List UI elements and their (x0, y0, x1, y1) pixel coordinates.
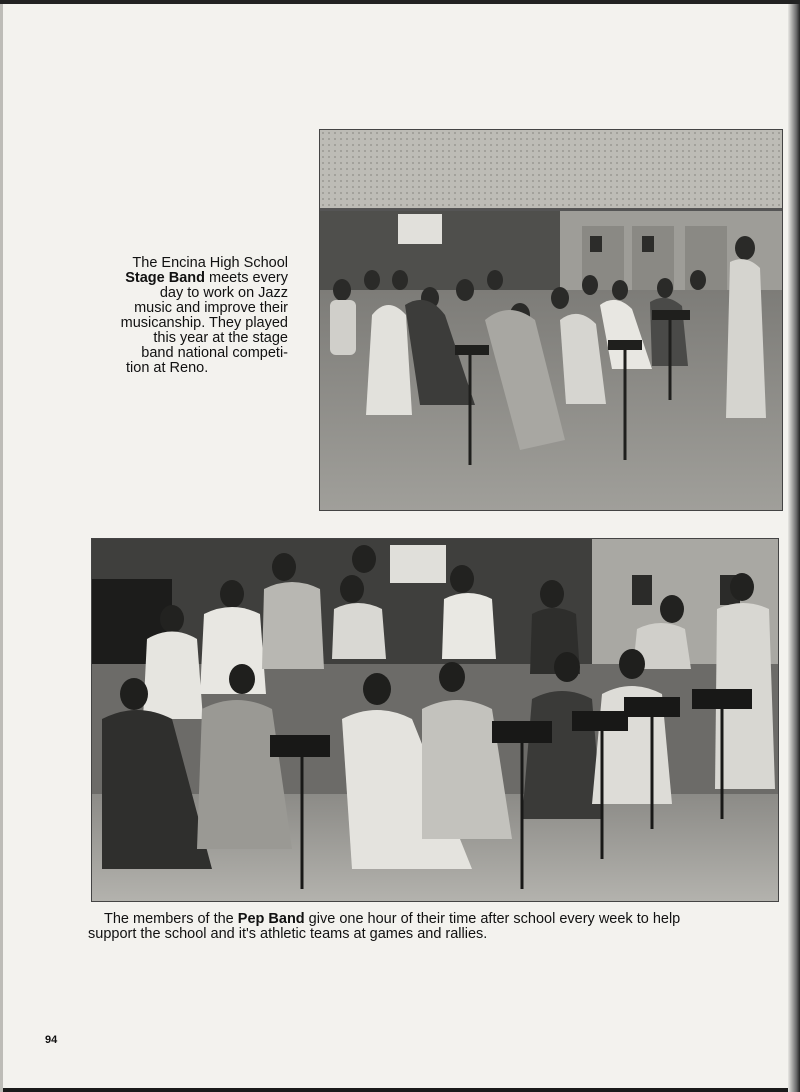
stage-band-caption (96, 256, 288, 376)
stage-band-photo-image (320, 130, 782, 510)
caption-line: band national competi- (141, 345, 288, 361)
caption-text: give one hour of their time after school every week to help (304, 911, 681, 927)
stage-band-label: Stage Band (125, 270, 205, 286)
caption-line: tion at Reno. (126, 360, 209, 376)
caption-line-rest: meets every (205, 270, 288, 286)
page-number: 94 (45, 1034, 58, 1046)
pep-band-caption (88, 912, 778, 942)
caption-line (96, 271, 288, 286)
pep-band-photo (92, 539, 778, 901)
pep-band-photo-image (92, 539, 778, 901)
caption-line: The Encina High School (132, 255, 288, 271)
caption-line: day to work on Jazz (159, 285, 288, 301)
caption-line: musicanship. They played (120, 315, 288, 331)
caption-line (88, 912, 778, 927)
caption-text: The members of the (104, 911, 238, 927)
caption-line: this year at the stage (153, 330, 288, 346)
caption-line: music and improve their (134, 300, 288, 316)
pep-band-label: Pep Band (237, 911, 305, 927)
page-gutter-shadow (788, 4, 800, 1092)
stage-band-photo (320, 130, 782, 510)
page-edge (0, 4, 3, 1092)
caption-line: support the school and it's athletic teams at games and rallies. (88, 926, 488, 942)
